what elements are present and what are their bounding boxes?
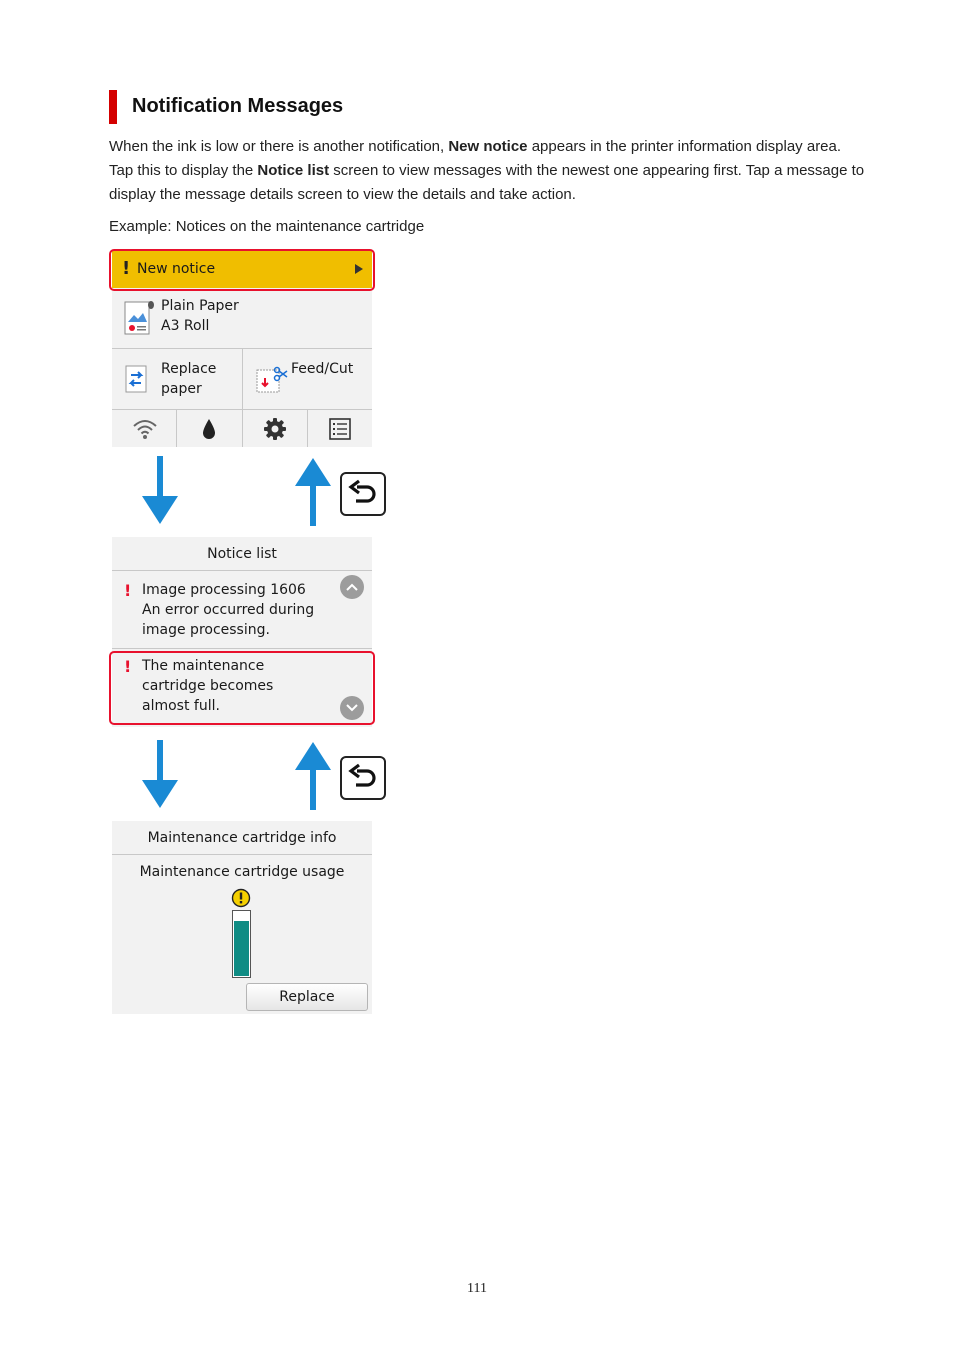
feed-cut-label: Feed/Cut xyxy=(291,361,354,377)
replace-button[interactable]: Replace xyxy=(246,983,368,1011)
scissors-icon xyxy=(255,364,289,394)
intro-text-1: When the ink is low or there is another notification, xyxy=(109,138,449,155)
usage-gauge-fill xyxy=(234,921,249,976)
paper-size: A3 Roll xyxy=(161,318,210,334)
intro-text-2: appears in the printer information display area. Tap this to display the xyxy=(109,138,842,179)
divider xyxy=(112,854,372,855)
ink-button[interactable] xyxy=(177,410,242,447)
replace-paper-line1: Replace xyxy=(161,361,217,377)
highlight-frame xyxy=(109,651,375,725)
replace-paper-icon xyxy=(124,364,152,394)
arrow-up-icon xyxy=(293,740,333,810)
intro-bold-notice-list: Notice list xyxy=(257,162,330,179)
intro-paragraph xyxy=(109,135,869,207)
page-number: 111 xyxy=(467,1281,487,1296)
back-arrow-icon xyxy=(348,479,378,509)
arrow-up-icon xyxy=(293,456,333,526)
menu-list-button[interactable] xyxy=(308,410,372,447)
list-icon xyxy=(329,418,351,440)
usage-gauge xyxy=(232,910,251,978)
wifi-icon xyxy=(132,418,158,440)
arrow-down-icon xyxy=(140,740,180,810)
notice-item-line: The maintenance xyxy=(142,658,265,674)
chevron-up-icon xyxy=(346,582,358,592)
warning-icon xyxy=(231,888,251,908)
ink-drop-icon xyxy=(202,418,216,440)
paper-type: Plain Paper xyxy=(161,298,239,314)
notice-item-line: An error occurred during xyxy=(142,602,315,618)
notice-item-line: cartridge becomes xyxy=(142,678,274,694)
heading-accent-bar xyxy=(109,90,117,124)
notice-item-line: Image processing 1606 xyxy=(142,582,306,598)
scroll-up-button[interactable] xyxy=(340,575,364,599)
section-heading: Notification Messages xyxy=(132,95,344,117)
back-button[interactable] xyxy=(340,472,386,516)
intro-bold-new-notice: New notice xyxy=(448,138,528,155)
highlight-frame xyxy=(109,249,375,291)
notice-item[interactable] xyxy=(112,571,372,648)
notice-item-line: almost full. xyxy=(142,698,220,714)
notice-item-line: image processing. xyxy=(142,622,270,638)
back-arrow-icon xyxy=(348,763,378,793)
example-caption: Example: Notices on the maintenance cartridge xyxy=(109,218,425,235)
maintenance-info-title: Maintenance cartridge info xyxy=(147,830,337,846)
settings-button[interactable] xyxy=(243,410,307,447)
exclamation-icon: ! xyxy=(122,258,131,279)
new-notice-label: New notice xyxy=(137,261,216,277)
feed-cut-button[interactable] xyxy=(243,349,372,409)
maintenance-info-screen xyxy=(112,821,372,1014)
notice-list-title: Notice list xyxy=(207,546,277,562)
replace-paper-line2: paper xyxy=(161,381,202,397)
exclamation-icon: ! xyxy=(124,581,132,600)
paper-info-row[interactable] xyxy=(112,288,372,348)
replace-paper-button[interactable] xyxy=(112,349,242,409)
gear-icon xyxy=(263,417,287,441)
intro-text-3: screen to view messages with the newest one appearing first. Tap a message to display the message details screen to view the details and take action. xyxy=(109,162,865,203)
arrow-down-icon xyxy=(140,456,180,526)
back-button[interactable] xyxy=(340,756,386,800)
usage-label: Maintenance cartridge usage xyxy=(139,864,345,880)
wifi-button[interactable] xyxy=(112,410,176,447)
paper-roll-icon xyxy=(122,298,156,338)
exclamation-icon: ! xyxy=(124,657,132,676)
